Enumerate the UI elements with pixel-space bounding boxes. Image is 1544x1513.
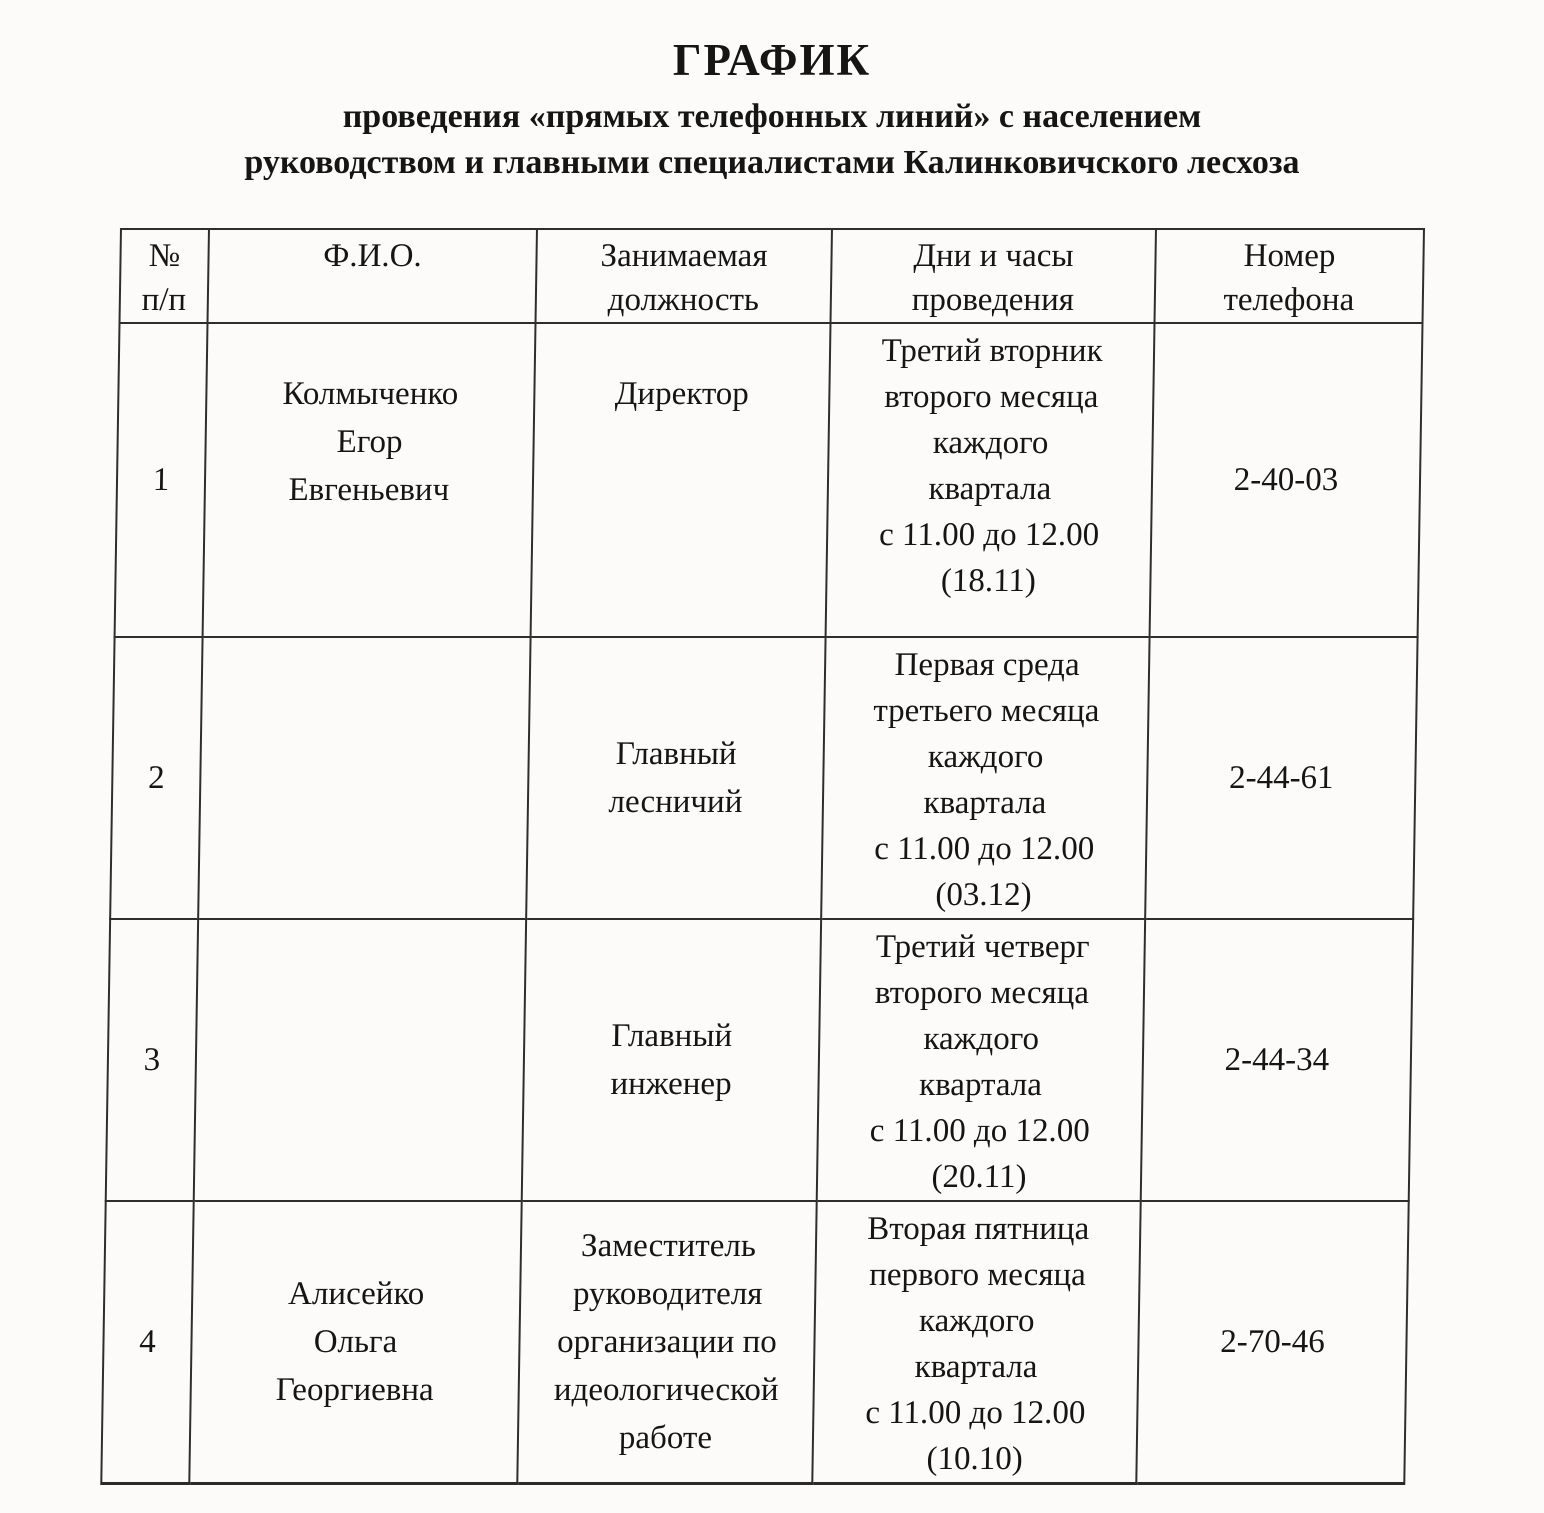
schedule-table	[100, 228, 1425, 1485]
position-cell: Директор	[530, 323, 830, 637]
phone-cell: 2-40-03	[1149, 323, 1422, 637]
title-block	[0, 0, 1544, 186]
row-num-cell: 2	[110, 637, 202, 919]
row-num-cell: 1	[114, 323, 207, 637]
row-num-cell: 3	[105, 919, 197, 1201]
fio-cell	[198, 637, 530, 919]
fio-cell: Алисейко Ольга Георгиевна	[189, 1201, 521, 1484]
position-cell: Заместитель руководителя организации по идеологической работе	[517, 1201, 816, 1484]
phone-cell: 2-70-46	[1136, 1201, 1408, 1484]
table-row	[105, 919, 1412, 1201]
phone-cell: 2-44-61	[1145, 637, 1417, 919]
col-header-phone: Номер телефона	[1154, 229, 1423, 323]
subtitle-line-2: руководством и главными специалистами Калинковичского лесхоза	[244, 144, 1300, 181]
fio-cell: Колмыченко Егор Евгеньевич	[202, 323, 535, 637]
header-row	[119, 229, 1423, 323]
schedule-cell: Третий вторник второго месяца каждого квартала с 11.00 до 12.00 (18.11)	[825, 323, 1154, 637]
col-header-num: № п/п	[119, 229, 208, 323]
col-header-schedule: Дни и часы проведения	[830, 229, 1155, 323]
schedule-cell: Третий четверг второго месяца каждого квартала с 11.00 до 12.00 (20.11)	[816, 919, 1144, 1201]
fio-cell	[193, 919, 525, 1201]
row-num-cell: 4	[101, 1201, 193, 1484]
schedule-cell: Вторая пятница первого месяца каждого квартала с 11.00 до 12.00 (10.10)	[812, 1201, 1140, 1484]
table-row	[114, 323, 1422, 637]
position-cell: Главный инженер	[521, 919, 820, 1201]
table-row	[110, 637, 1417, 919]
position-cell: Главный лесничий	[526, 637, 825, 919]
col-header-position: Занимаемая должность	[535, 229, 831, 323]
subtitle-line-1: проведения «прямых телефонных линий» с населением	[342, 98, 1202, 135]
page-title: ГРАФИК	[672, 35, 872, 85]
phone-cell: 2-44-34	[1140, 919, 1412, 1201]
page-subtitle	[0, 94, 1544, 186]
table-row	[101, 1201, 1408, 1484]
col-header-fio: Ф.И.О.	[207, 229, 536, 323]
schedule-cell: Первая среда третьего месяца каждого квартала с 11.00 до 12.00 (03.12)	[821, 637, 1149, 919]
